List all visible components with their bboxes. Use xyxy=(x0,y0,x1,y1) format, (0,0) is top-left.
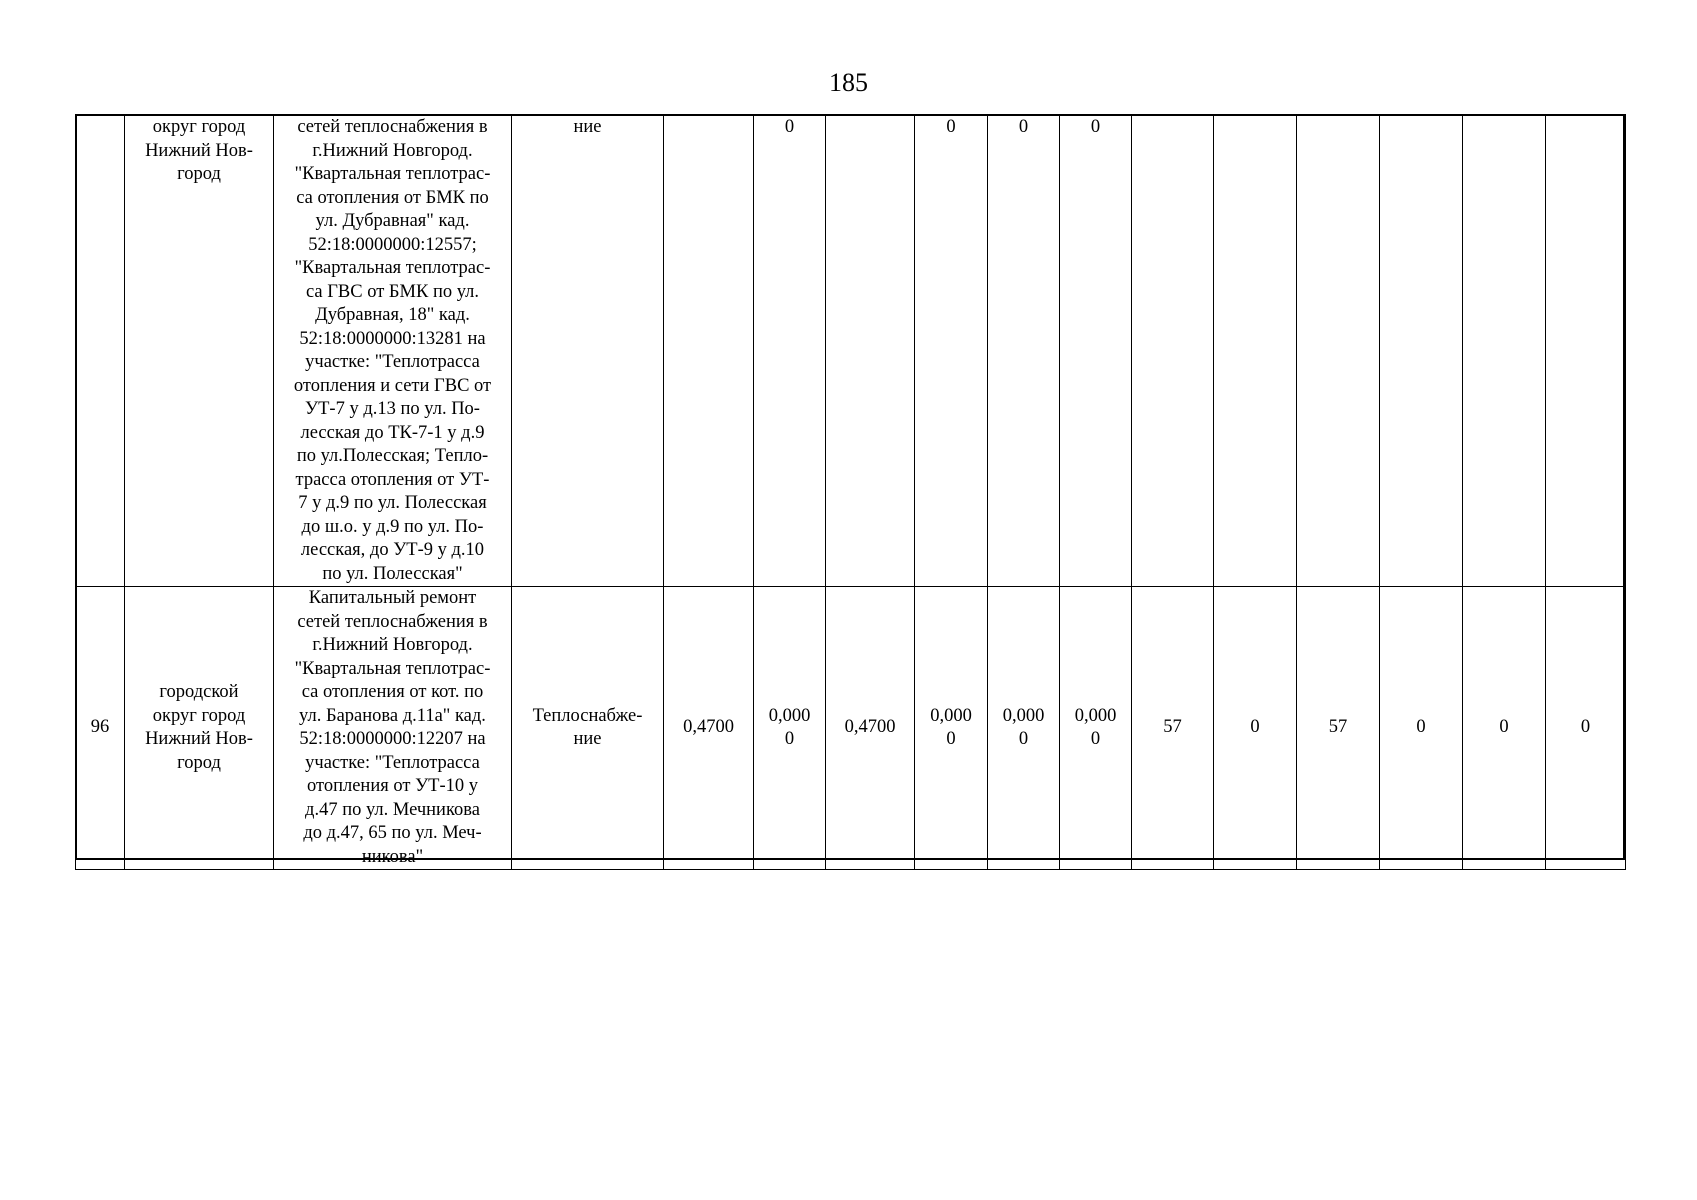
cell-value xyxy=(1060,587,1132,870)
value-line: 0 xyxy=(784,729,795,749)
municipality-line: городской xyxy=(159,682,239,702)
description-line: сетей теплоснабжения в xyxy=(297,117,488,137)
description-line: ул. Баранова д.11а" кад. xyxy=(299,705,486,726)
description-line: до д.47, 65 по ул. Меч- xyxy=(303,823,482,843)
description-line: ул. Дубравная" кад. xyxy=(315,211,470,231)
description-line: отопления от УТ-10 у xyxy=(306,776,479,796)
cell-value: 0 xyxy=(915,115,988,587)
description-line: "Квартальная теплотрас- xyxy=(294,258,491,278)
cell-value: 0 xyxy=(1463,587,1546,870)
description-line: участке: "Теплотрасса xyxy=(305,352,480,372)
description-line: 52:18:0000000:13281 на xyxy=(299,328,486,349)
cell-value: 0 xyxy=(1060,115,1132,587)
description-line: са отопления от БМК по xyxy=(296,187,489,208)
data-table xyxy=(75,114,1626,870)
cell-value xyxy=(1297,115,1380,587)
value-line: 0 xyxy=(946,729,956,749)
cell-value xyxy=(1132,115,1214,587)
cell-description xyxy=(274,587,512,870)
cell-type xyxy=(512,115,664,587)
description-line: 52:18:0000000:12207 на xyxy=(299,729,486,749)
cell-municipality xyxy=(125,587,274,870)
table-row xyxy=(76,587,1626,870)
cell-value xyxy=(915,587,988,870)
value-line: 0,000 xyxy=(930,705,972,726)
cell-value: 0,4700 xyxy=(664,587,754,870)
cell-value xyxy=(1546,115,1626,587)
cell-value xyxy=(754,587,826,870)
description-line: "Квартальная теплотрас- xyxy=(294,658,491,679)
cell-value xyxy=(664,115,754,587)
description-line: трасса отопления от УТ- xyxy=(295,469,490,490)
value-line: 0,000 xyxy=(1002,705,1045,726)
value-line: 0 xyxy=(1090,729,1101,749)
table-row xyxy=(76,115,1626,587)
cell-municipality xyxy=(125,115,274,587)
cell-value: 57 xyxy=(1132,587,1214,870)
description-line: 7 у д.9 по ул. Полесская xyxy=(298,493,487,513)
value-line: 0,000 xyxy=(768,705,811,726)
municipality-line: округ город xyxy=(152,117,246,137)
description-line: участке: "Теплотрасса xyxy=(305,752,480,773)
cell-value xyxy=(826,115,915,587)
description-line: никова" xyxy=(361,846,424,867)
description-line: лесская до ТК-7-1 у д.9 xyxy=(300,422,485,443)
cell-value xyxy=(1380,115,1463,587)
description-line: Дубравная, 18" кад. xyxy=(315,305,470,325)
description-line: лесская, до УТ-9 у д.10 xyxy=(300,540,485,560)
description-line: 52:18:0000000:12557; xyxy=(308,234,477,255)
value-line: 0,000 xyxy=(1074,705,1117,726)
description-line: "Квартальная теплотрас- xyxy=(294,164,491,184)
municipality-line: город xyxy=(177,164,221,184)
description-line: са ГВС от БМК по ул. xyxy=(305,281,480,302)
description-line: г.Нижний Новгород. xyxy=(312,140,473,161)
description-line: по ул. Полесская" xyxy=(322,563,463,584)
cell-value: 0 xyxy=(1214,587,1297,870)
cell-value: 0 xyxy=(754,115,826,587)
description-line: сетей теплоснабжения в xyxy=(297,611,488,632)
description-line: са отопления от кот. по xyxy=(301,682,484,702)
cell-description xyxy=(274,115,512,587)
cell-value: 0 xyxy=(1380,587,1463,870)
value-line: 0 xyxy=(1018,729,1029,749)
description-line: д.47 по ул. Мечникова xyxy=(305,799,480,820)
description-line: Капитальный ремонт xyxy=(308,588,477,608)
cell-value xyxy=(1214,115,1297,587)
description-line: до ш.о. у д.9 по ул. По- xyxy=(301,516,484,537)
description-line: УТ-7 у д.13 по ул. По- xyxy=(305,399,480,419)
description-line: отопления и сети ГВС от xyxy=(293,375,492,396)
type-line: Теплоснабже- xyxy=(532,705,643,726)
cell-number xyxy=(76,115,125,587)
type-line: ние xyxy=(573,117,602,137)
page-number: 185 xyxy=(829,68,868,97)
cell-value xyxy=(988,587,1060,870)
cell-number: 96 xyxy=(76,587,125,870)
type-line: ние xyxy=(573,729,602,749)
municipality-line: округ город xyxy=(152,705,246,726)
cell-value: 57 xyxy=(1297,587,1380,870)
municipality-line: Нижний Нов- xyxy=(145,140,253,161)
cell-type xyxy=(512,587,664,870)
cell-value: 0 xyxy=(1546,587,1626,870)
cell-value: 0 xyxy=(988,115,1060,587)
cell-value: 0,4700 xyxy=(826,587,915,870)
municipality-line: Нижний Нов- xyxy=(145,729,253,749)
municipality-line: город xyxy=(177,752,221,773)
cell-value xyxy=(1463,115,1546,587)
description-line: г.Нижний Новгород. xyxy=(312,635,473,655)
description-line: по ул.Полесская; Тепло- xyxy=(296,446,489,466)
